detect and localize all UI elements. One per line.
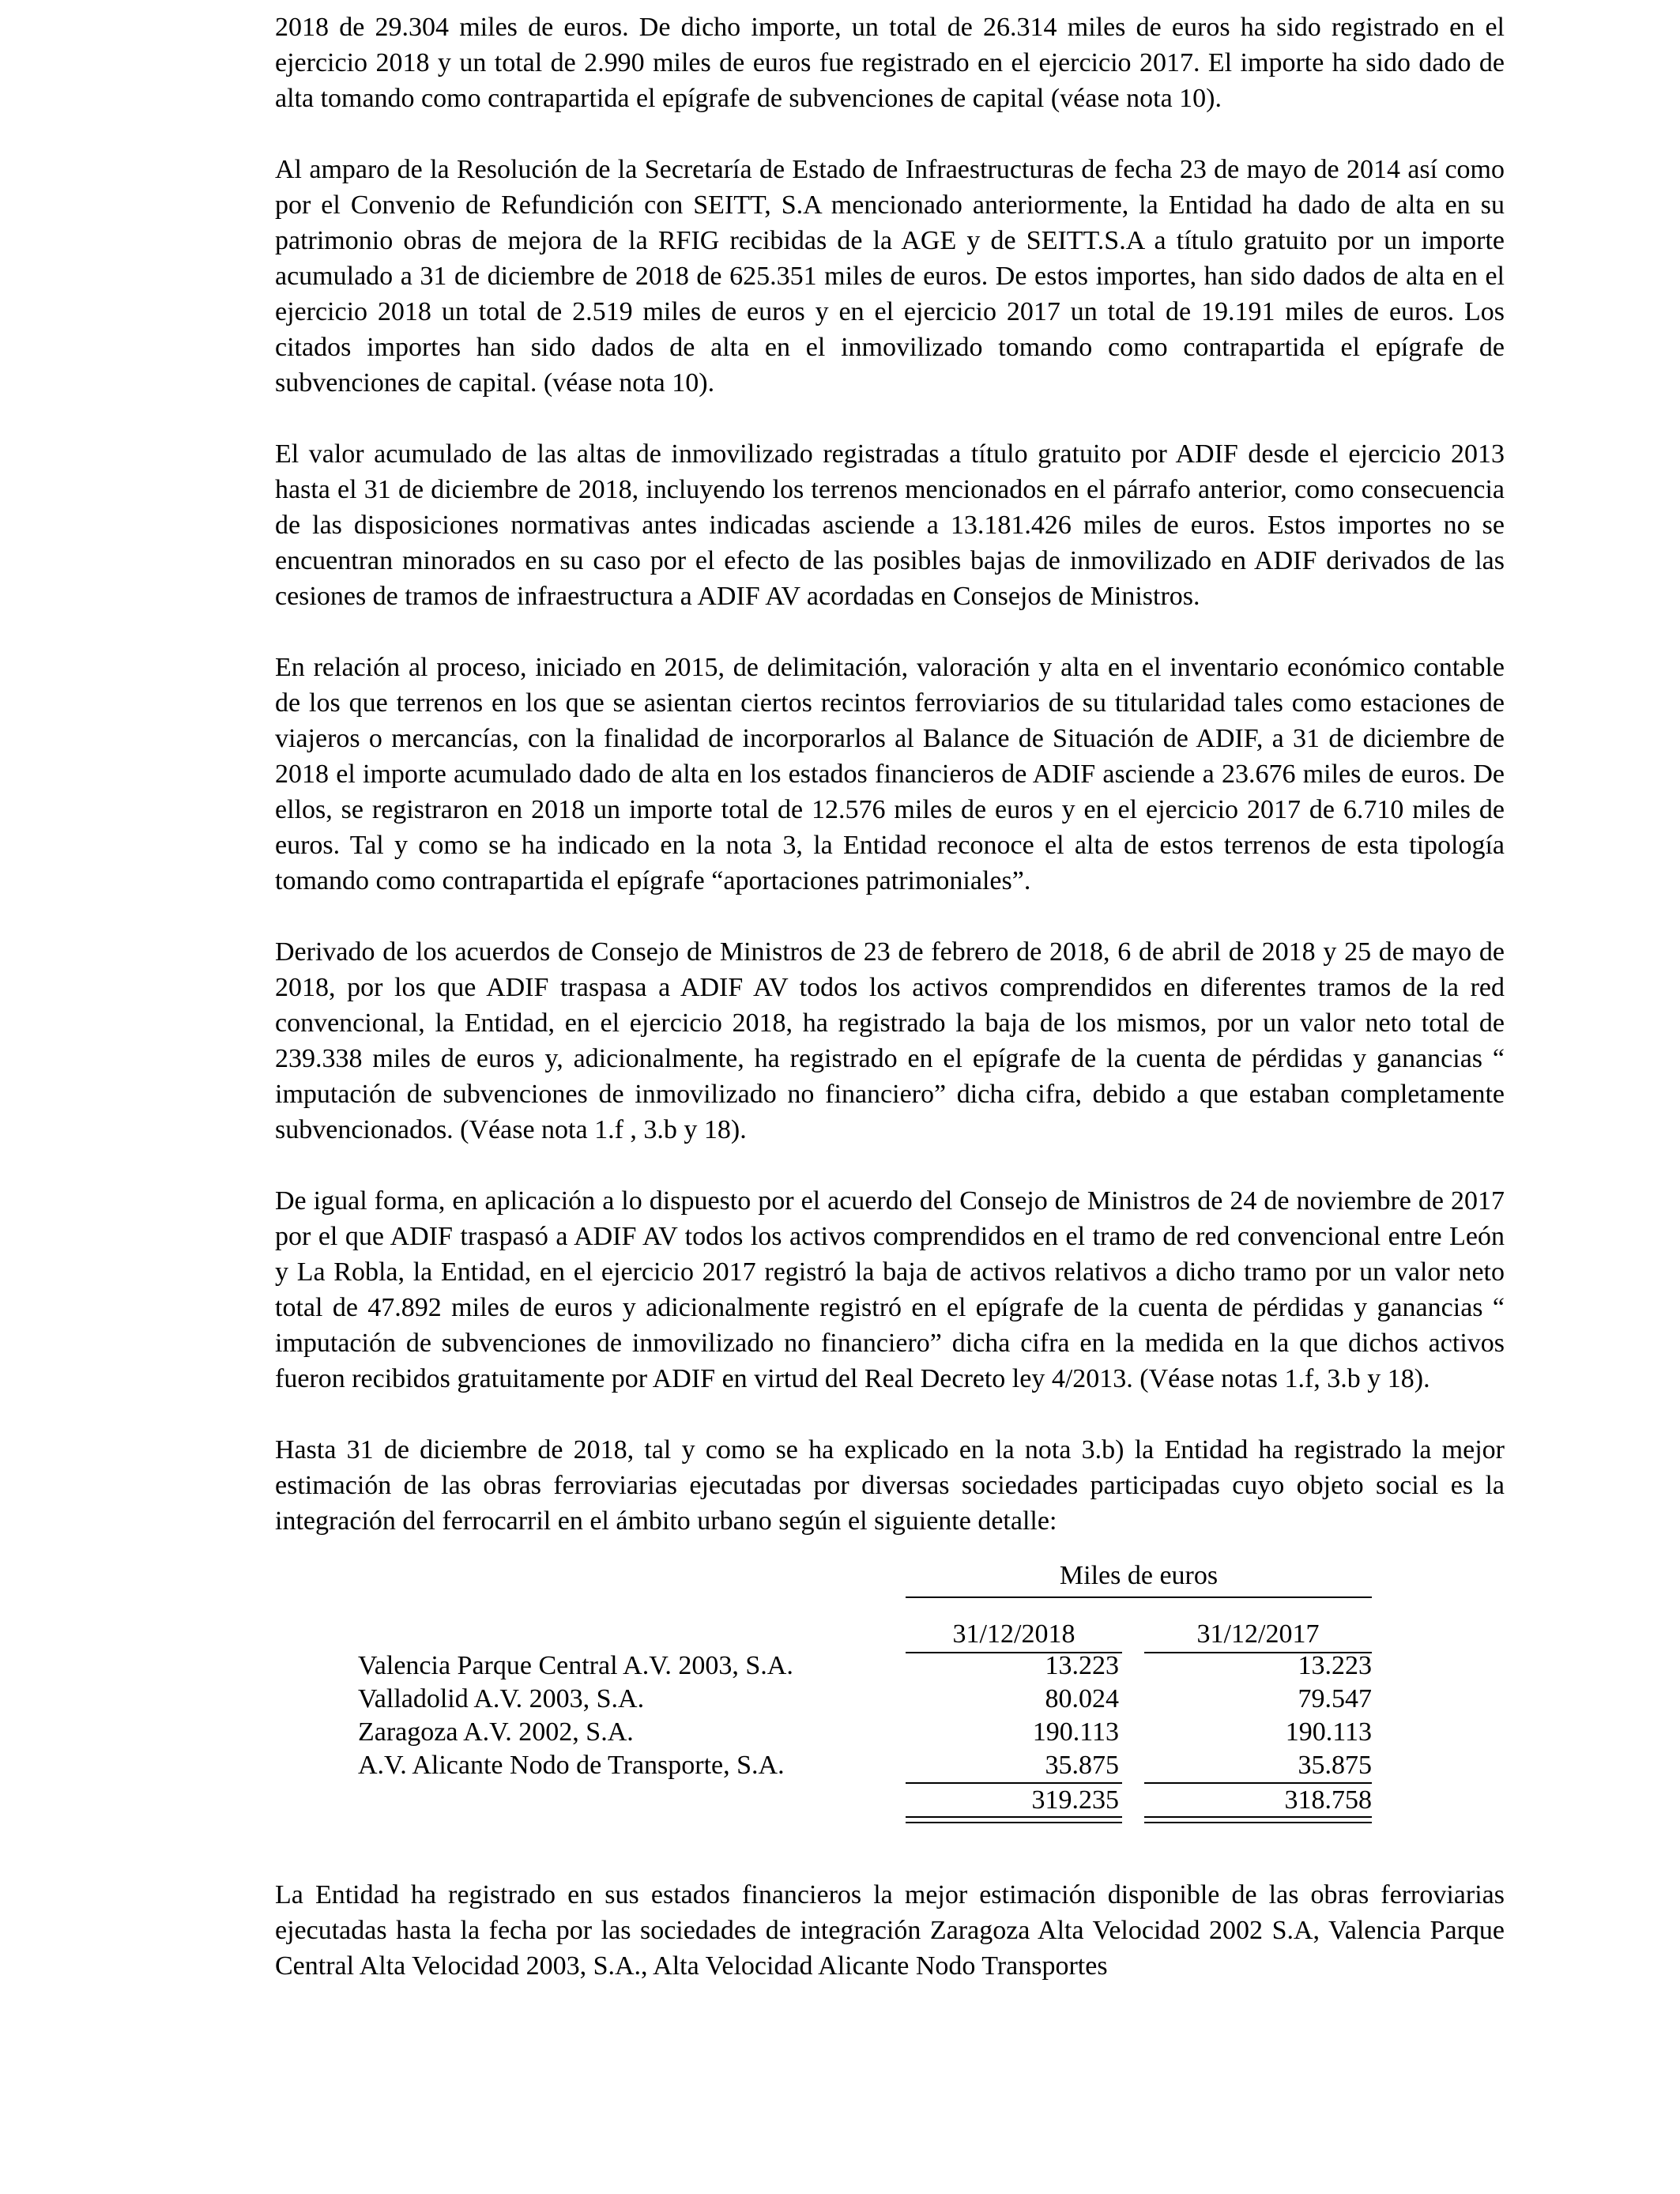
row-company-name: Valencia Parque Central A.V. 2003, S.A. [358,1651,793,1680]
row-company-name: A.V. Alicante Nodo de Transporte, S.A. [358,1751,785,1780]
table-row [358,1681,1372,1714]
row-value-2018: 80.024 [1045,1684,1119,1713]
row-value-2017: 13.223 [1298,1651,1372,1680]
row-company-name: Valladolid A.V. 2003, S.A. [358,1684,645,1713]
table-row [358,1747,1372,1781]
paragraph-7: Hasta 31 de diciembre de 2018, tal y como se ha explicado en la nota 3.b) la Entidad ha registrado la mejor estimación de las obras ferroviarias ejecutadas por diversas sociedades participadas cuyo objeto social es la integración del ferrocarril en el ámbito urbano según el siguiente detalle: [275,1435,1505,1536]
row-company-name: Zaragoza A.V. 2002, S.A. [358,1717,634,1747]
paragraph-3: El valor acumulado de las altas de inmovilizado registradas a título gratuito por ADIF desde el ejercicio 2013 hasta el 31 de diciembre de 2018, incluyendo los terrenos mencionados en el párrafo anterior, como consecuencia de las disposiciones normativas antes indicadas asciende a 13.181.426 miles de euros. Estos importes no se encuentran minorados en su caso por el efecto de las posibles bajas de inmovilizado en ADIF derivados de las cesiones de tramos de infraestructura a ADIF AV acordadas en Consejos de Ministros. [275,439,1505,611]
row-value-2017: 190.113 [1285,1717,1372,1747]
total-2018: 319.235 [1031,1785,1119,1815]
table-total-row [358,1782,1372,1815]
document-page [275,9,1505,2019]
total-double-rule-2017 [1144,1816,1372,1823]
table-group-header: Miles de euros [906,1558,1372,1598]
integration-companies-table [275,1553,1505,1814]
column-header-2018: 31/12/2018 [906,1616,1122,1653]
row-value-2018: 13.223 [1045,1651,1119,1680]
table-row [358,1714,1372,1747]
paragraph-1: 2018 de 29.304 miles de euros. De dicho importe, un total de 26.314 miles de euros ha sido registrado en el ejercicio 2018 y un total de 2.990 miles de euros fue registrado en el ejercicio 2017. El importe ha sido dado de alta tomando como contrapartida el epígrafe de subvenciones de capital (véase nota 10). [275,13,1505,113]
paragraph-5: Derivado de los acuerdos de Consejo de Ministros de 23 de febrero de 2018, 6 de abril de 2018 y 25 de mayo de 2018, por los que ADIF traspasa a ADIF AV todos los activos comprendidos en diferentes tramos de la red convencional, la Entidad, en el ejercicio 2018, ha registrado la baja de los mismos, por un valor neto total de 239.338 miles de euros y, adicionalmente, ha registrado en el epígrafe de la cuenta de pérdidas y ganancias “ imputación de subvenciones de inmovilizado no financiero” dicha cifra, debido a que estaban completamente subvencionados. (Véase nota 1.f , 3.b y 18). [275,937,1505,1144]
row-value-2018: 190.113 [1032,1717,1119,1747]
column-header-2017: 31/12/2017 [1144,1616,1372,1653]
row-value-2018: 35.875 [1045,1751,1119,1780]
total-double-rule-2018 [906,1816,1122,1823]
paragraph-6: De igual forma, en aplicación a lo dispuesto por el acuerdo del Consejo de Ministros de 24 de noviembre de 2017 por el que ADIF traspasó a ADIF AV todos los activos comprendidos en el tramo de red convencional entre León y La Robla, la Entidad, en el ejercicio 2017 registró la baja de activos relativos a dicho tramo por un valor neto total de 47.892 miles de euros y adicionalmente registró en el epígrafe de la cuenta de pérdidas y ganancias “ imputación de subvenciones de inmovilizado no financiero” dicha cifra en la medida en la que dichos activos fueron recibidos gratuitamente por ADIF en virtud del Real Decreto ley 4/2013. (Véase notas 1.f, 3.b y 18). [275,1186,1505,1393]
row-value-2017: 35.875 [1298,1751,1372,1780]
closing-paragraph: La Entidad ha registrado en sus estados financieros la mejor estimación disponible de las obras ferroviarias ejecutadas hasta la fecha por las sociedades de integración Zaragoza Alta Velocidad 2002 S.A, Valencia Parque Central Alta Velocidad 2003, S.A., Alta Velocidad Alicante Nodo Transportes [275,1880,1505,1981]
row-value-2017: 79.547 [1298,1684,1372,1713]
total-2017: 318.758 [1284,1785,1372,1815]
paragraph-4: En relación al proceso, iniciado en 2015, de delimitación, valoración y alta en el inventario económico contable de los que terrenos en los que se asientan ciertos recintos ferroviarios de su titularidad tales como estaciones de viajeros o mercancías, con la finalidad de incorporarlos al Balance de Situación de ADIF, a 31 de diciembre de 2018 el importe acumulado dado de alta en los estados financieros de ADIF asciende a 23.676 miles de euros. De ellos, se registraron en 2018 un importe total de 12.576 miles de euros y en el ejercicio 2017 de 6.710 miles de euros. Tal y como se ha indicado en la nota 3, la Entidad reconoce el alta de estos terrenos de esta tipología tomando como contrapartida el epígrafe “aportaciones patrimoniales”. [275,653,1505,895]
table-row [358,1648,1372,1681]
paragraph-2: Al amparo de la Resolución de la Secretaría de Estado de Infraestructuras de fecha 23 de mayo de 2014 así como por el Convenio de Refundición con SEITT, S.A mencionado anteriormente, la Entidad ha dado de alta en su patrimonio obras de mejora de la RFIG recibidas de la AGE y de SEITT.S.A a título gratuito por un importe acumulado a 31 de diciembre de 2018 de 625.351 miles de euros. De estos importes, han sido dados de alta en el ejercicio 2018 un total de 2.519 miles de euros y en el ejercicio 2017 un total de 19.191 miles de euros. Los citados importes han sido dados de alta en el inmovilizado tomando como contrapartida el epígrafe de subvenciones de capital. (véase nota 10). [275,155,1505,398]
